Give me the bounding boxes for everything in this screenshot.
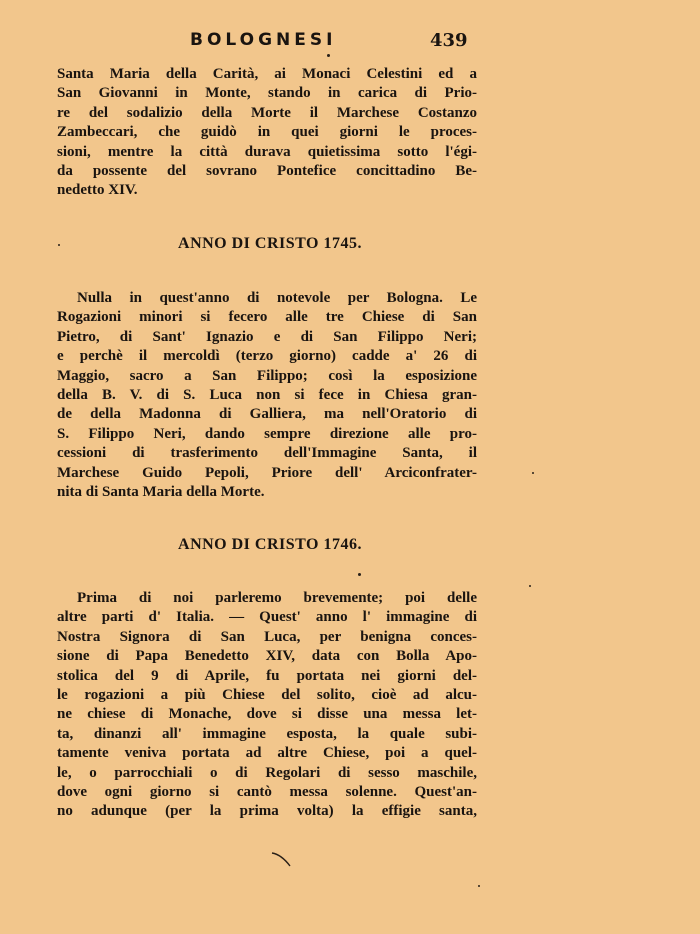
text-line: Prima di noi parleremo brevemente; poi delle [77, 590, 477, 606]
text-line: nedetto XIV. [57, 182, 138, 199]
text-line: cessioni di trasferimento dell'Immagine Santa, il [57, 445, 477, 462]
page-header [190, 30, 490, 54]
text-line: della B. V. di S. Luca non si fece in Chiesa gran- [57, 387, 477, 404]
text-line: le, o parrocchiali o di Regolari di sesso maschile, [57, 764, 477, 781]
text-line: San Giovanni in Monte, stando in carica di Prio- [57, 85, 477, 102]
paragraph-1746 [57, 589, 477, 822]
text-line: Pietro, di Sant' Ignazio e di San Filippo Neri; [57, 328, 477, 345]
section-heading-1745: ANNO DI CRISTO 1745. [178, 235, 362, 252]
text-line: stolica del 9 di Aprile, fu portata nei giorni del- [57, 667, 477, 684]
ink-speck [529, 585, 531, 587]
text-line: S. Filippo Neri, dando sempre direzione alle pro- [57, 425, 477, 442]
text-line: le rogazioni a più Chiese del solito, cioè ad alcu- [57, 687, 477, 704]
text-line: tamente veniva portata ad altre Chiese, poi a quel- [57, 745, 477, 762]
paragraph-continuation [57, 65, 477, 201]
text-line: nita di Santa Maria della Morte. [57, 484, 265, 501]
text-line: Rogazioni minori si fecero alle tre Chiese di San [57, 309, 477, 326]
text-line: Maggio, sacro a San Filippo; così la esposizione [57, 367, 477, 384]
text-line: no adunque (per la prima volta) la effigie santa, [57, 803, 477, 820]
ink-speck [478, 885, 480, 887]
text-line: de della Madonna di Galliera, ma nell'Oratorio di [57, 406, 477, 423]
text-line: ta, dinanzi all' immagine esposta, la quale subi- [57, 725, 477, 742]
text-line: dove ogni giorno si cantò messa solenne. Quest'an- [57, 784, 477, 801]
text-line: re del sodalizio della Morte il Marchese Costanzo [57, 104, 477, 121]
text-line: e perchè il mercoldì (terzo giorno) cadde a' 26 di [57, 348, 477, 365]
ink-speck [532, 472, 534, 474]
text-line: Nostra Signora di San Luca, per benigna conces- [57, 628, 477, 645]
text-line: Nulla in quest'anno di notevole per Bologna. Le [77, 290, 477, 306]
paragraph-1745 [57, 289, 477, 502]
running-title: BOLOGNESI [190, 30, 337, 50]
text-line: Santa Maria della Carità, ai Monaci Celestini ed a [57, 66, 477, 82]
ink-speck [327, 54, 330, 57]
text-line: da possente del sovrano Pontefice concittadino Be- [57, 163, 477, 180]
ink-stroke-mark [270, 850, 292, 868]
section-heading-1746: ANNO DI CRISTO 1746. [178, 536, 362, 553]
text-line: Marchese Guido Pepoli, Priore dell' Arciconfrater- [57, 464, 477, 481]
ink-speck [58, 244, 60, 246]
page-number: 439 [430, 30, 468, 51]
text-line: sioni, mentre la città durava quietissima sotto l'égi- [57, 143, 477, 160]
ink-speck [358, 573, 361, 576]
text-line: ne chiese di Monache, dove si disse una messa let- [57, 706, 477, 723]
text-line: Zambeccari, che guidò in quei giorni le proces- [57, 124, 477, 141]
text-line: sione di Papa Benedetto XIV, data con Bolla Apo- [57, 648, 477, 665]
text-line: altre parti d' Italia. — Quest' anno l' immagine di [57, 609, 477, 626]
